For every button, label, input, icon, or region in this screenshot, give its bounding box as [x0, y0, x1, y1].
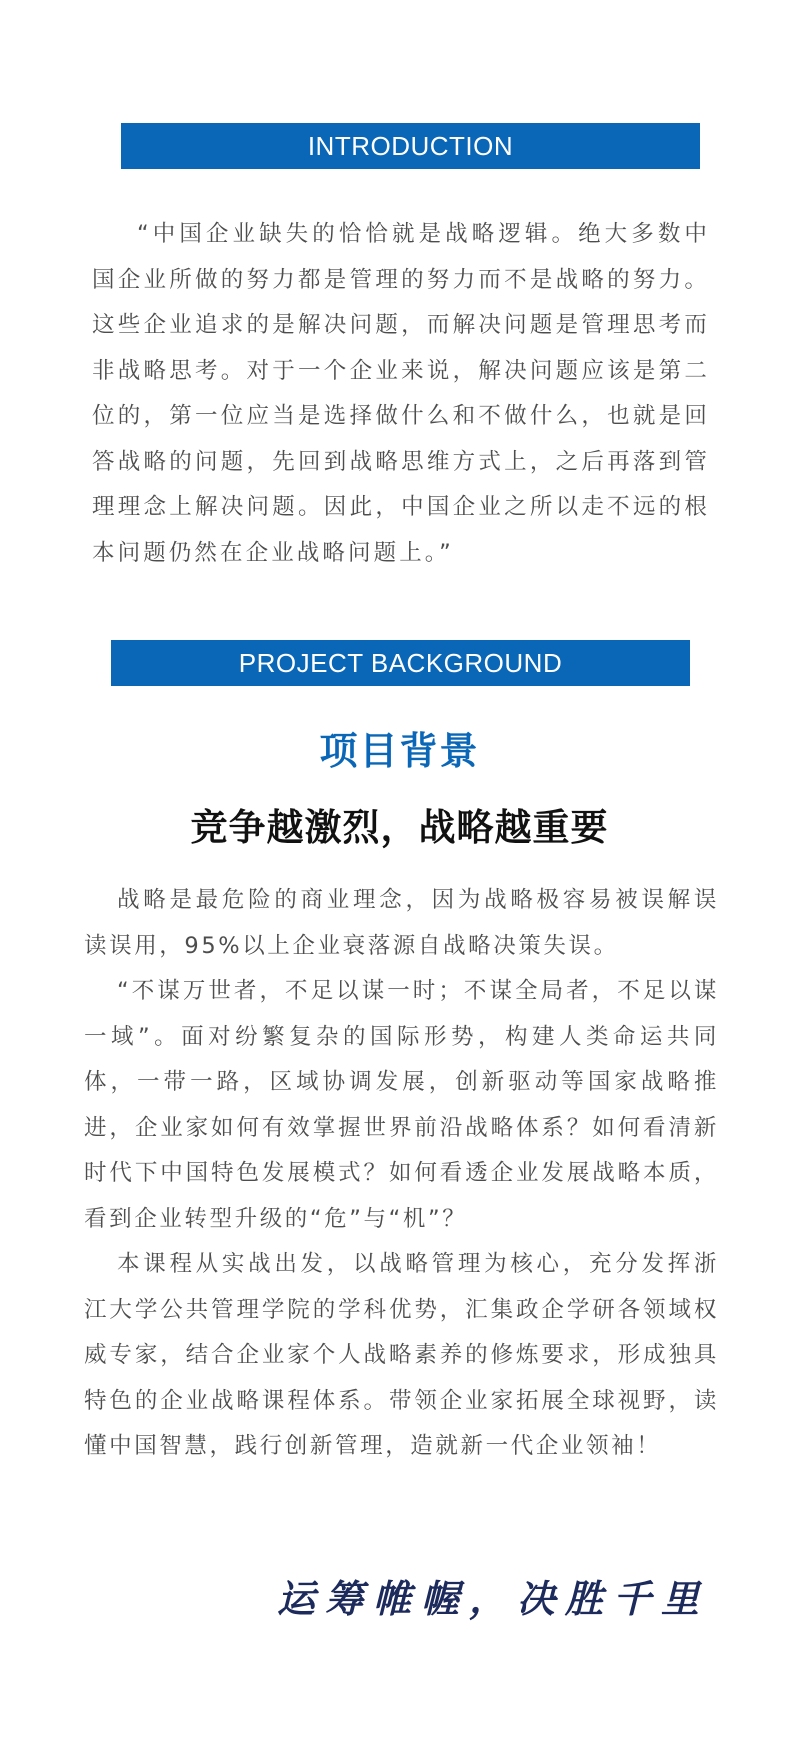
project-background-banner-label: PROJECT BACKGROUND [238, 647, 563, 678]
section-title: 项目背景 [319, 729, 480, 773]
project-background-banner [111, 640, 690, 686]
introduction-quote: “中国企业缺失的恰恰就是战略逻辑。绝大多数中国企业所做的努力都是管理的努力而不是战略的努力。这些企业追求的是解决问题，而解决问题是管理思考而非战略思考。对于一个企业来说，解决问题应该是第二位的，第一位应当是选择做什么和不做什么，也就是回答战略的问题，先回到战略思维方式上，之后再落到管理理念上解决问题。因此，中国企业之所以走不远的根本问题仍然在企业战略问题上。” [92, 221, 710, 566]
slogan-calligraphy: 运筹帷幄，决胜千里 [276, 1576, 709, 1621]
background-body [84, 878, 719, 1470]
body-paragraph-1: 战略是最危险的商业理念，因为战略极容易被误解误读误用，95%以上企业衰落源自战略决策失误。 [84, 887, 719, 959]
introduction-banner-label: INTRODUCTION [307, 130, 514, 161]
body-paragraph-2: “不谋万世者，不足以谋一时；不谋全局者，不足以谋一域”。面对纷繁复杂的国际形势，构建人类命运共同体，一带一路，区域协调发展，创新驱动等国家战略推进，企业家如何有效掌握世界前沿战略体系？如何看清新时代下中国特色发展模式？如何看透企业发展战略本质，看到企业转型升级的“危”与“机”？ [84, 978, 719, 1232]
introduction-banner [121, 123, 700, 169]
body-paragraph-3: 本课程从实战出发，以战略管理为核心，充分发挥浙江大学公共管理学院的学科优势，汇集政企学研各领域权威专家，结合企业家个人战略素养的修炼要求，形成独具特色的企业战略课程体系。带领企业家拓展全球视野，读懂中国智慧，践行创新管理，造就新一代企业领袖！ [84, 1251, 719, 1459]
headline: 竞争越激烈，战略越重要 [190, 806, 609, 849]
